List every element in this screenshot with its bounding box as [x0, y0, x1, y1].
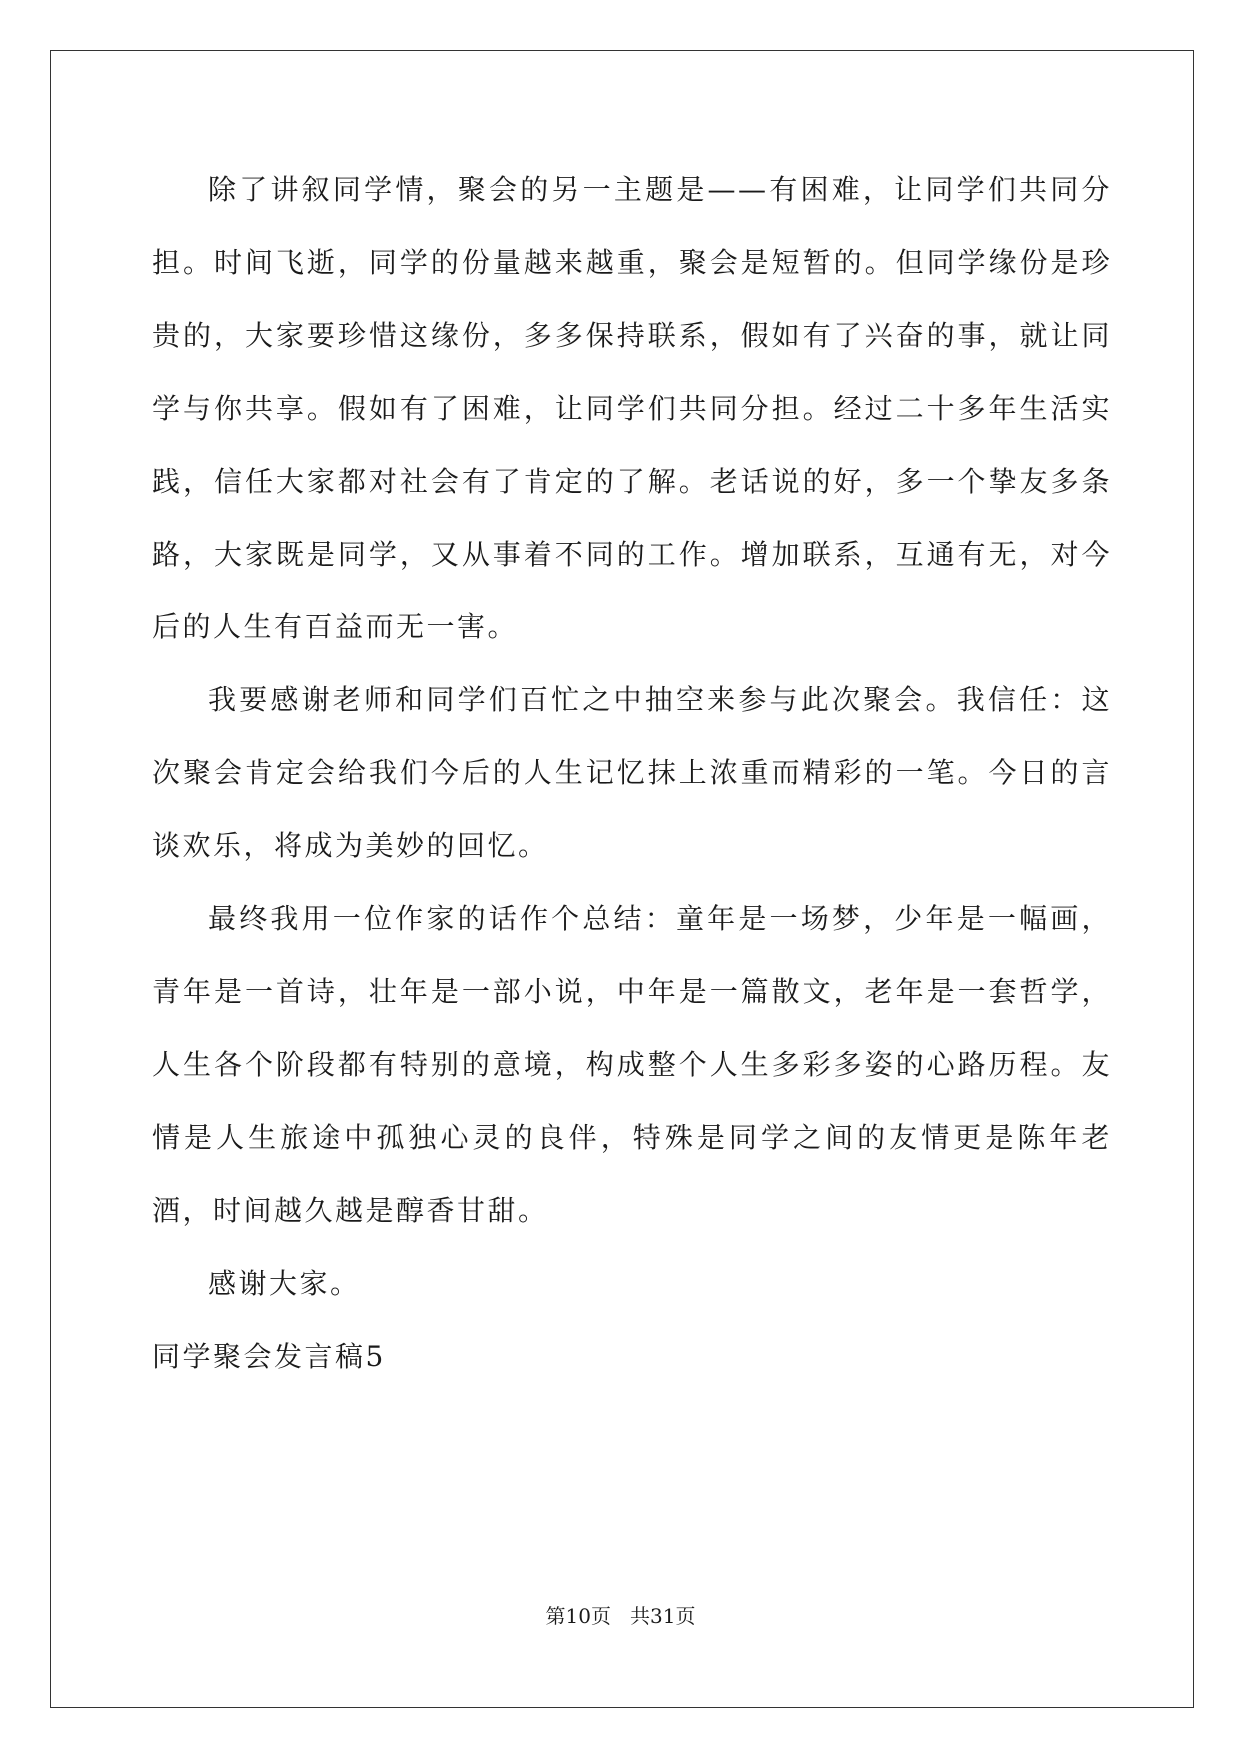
page-number: 第10页 共31页 — [545, 1604, 696, 1628]
paragraph-4: 感谢大家。 — [208, 1266, 361, 1300]
document-body — [152, 154, 1112, 1393]
paragraph-1: 除了讲叙同学情，聚会的另一主题是——有困难，让同学们共同分担。时间飞逝，同学的份量越来越重，聚会是短暂的。但同学缘份是珍贵的，大家要珍惜这缘份，多多保持联系，假如有了兴奋的事，就让同学与你共享。假如有了困难，让同学们共同分担。经过二十多年生活实践，信任大家都对社会有了肯定的了解。老话说的好，多一个挚友多条路，大家既是同学，又从事着不同的工作。增加联系，互通有无，对今后的人生有百益而无一害。 — [152, 173, 1112, 644]
page-footer — [0, 1600, 1241, 1629]
paragraph-2: 我要感谢老师和同学们百忙之中抽空来参与此次聚会。我信任：这次聚会肯定会给我们今后的人生记忆抹上浓重而精彩的一笔。今日的言谈欢乐，将成为美妙的回忆。 — [152, 683, 1112, 863]
paragraph-3: 最终我用一位作家的话作个总结：童年是一场梦，少年是一幅画，青年是一首诗，壮年是一部小说，中年是一篇散文，老年是一套哲学，人生各个阶段都有特别的意境，构成整个人生多彩多姿的心路历程。友情是人生旅途中孤独心灵的良伴，特殊是同学之间的友情更是陈年老酒，时间越久越是醇香甘甜。 — [152, 902, 1112, 1227]
section-heading: 同学聚会发言稿5 — [152, 1339, 386, 1373]
